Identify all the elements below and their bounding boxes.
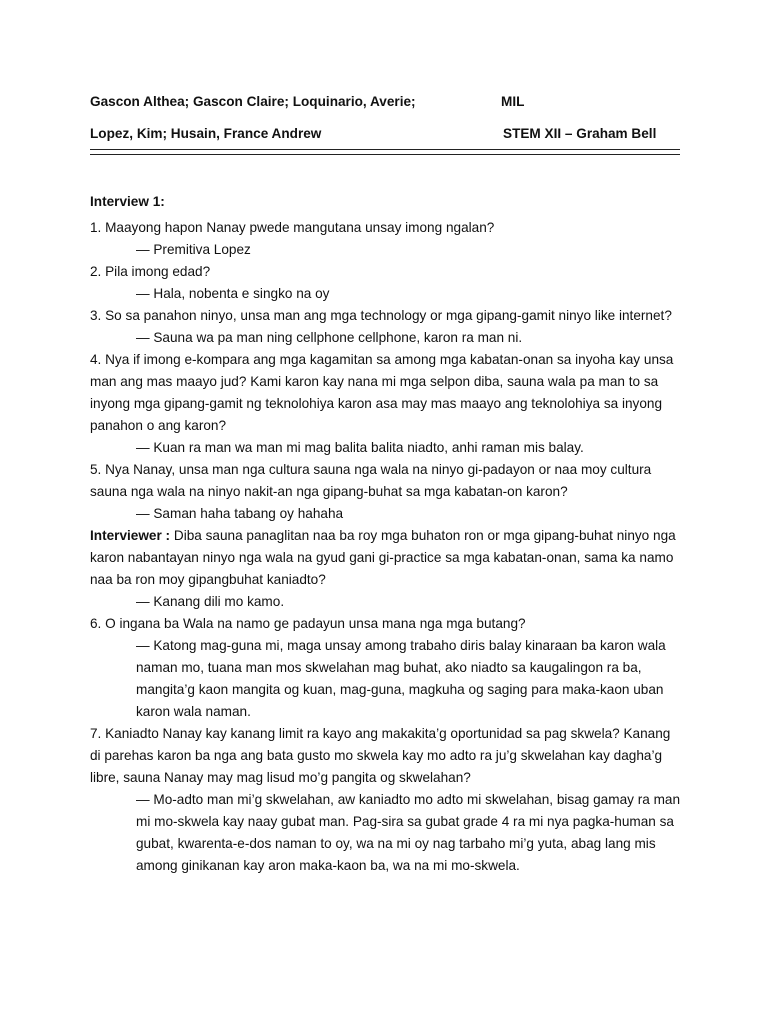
question-7: 7. Kaniadto Nanay kay kanang limit ra kayo ang makakita’g oportunidad sa pag skwela? Kanang di parehas karon ba nga ang bata gusto mo skwela kay mo adto ra ju’g skwelahan kay dagha’g libre, sauna Nanay may mag lisud mo’g pangita og skwelahan? xyxy=(90,726,671,785)
question-5: 5. Nya Nanay, unsa man nga cultura sauna nga wala na ninyo gi-padayon or naa moy cultura sauna nga wala na ninyo nakit-an nga gipang-buhat sa mga kabatan-on karon? xyxy=(90,462,652,499)
author-names-line-1: Gascon Althea; Gascon Claire; Loquinario, Averie; xyxy=(90,94,416,109)
question-4: 4. Nya if imong e-kompara ang mga kagamitan sa among mga kabatan-onan sa inyoha kay unsa man ang mas maayo jud? Kami karon kay nana mi mga selpon diba, sauna wala pa man to sa inyong mga gipang-gamit ng teknolohiya karon asa may mas maayo ang teknolohiya sa inyong panahon o ang karon? xyxy=(90,352,674,433)
answer-1: — Premitiva Lopez xyxy=(136,242,251,257)
question-3: 3. So sa panahon ninyo, unsa man ang mga technology or mga gipang-gamit ninyo like internet? xyxy=(90,308,672,323)
question-1: 1. Maayong hapon Nanay pwede mangutana unsay imong ngalan? xyxy=(90,220,495,235)
question-2: 2. Pila imong edad? xyxy=(90,264,211,279)
answer-4: — Kuan ra man wa man mi mag balita balita niadto, anhi raman mis balay. xyxy=(136,440,584,455)
header-row-1 xyxy=(90,92,680,124)
answer-3: — Sauna wa pa man ning cellphone cellphone, karon ra man ni. xyxy=(136,330,523,345)
answer-interviewer: — Kanang dili mo kamo. xyxy=(136,594,285,609)
question-6: 6. O ingana ba Wala na namo ge padayun unsa mana nga mga butang? xyxy=(90,616,526,631)
answer-6: — Katong mag-guna mi, maga unsay among trabaho diris balay kinaraan ba karon wala naman mo, tuana man mos skwelahan mag buhat, ako niadto sa kaugalingon ra ba, mangita’g kaon mangita og kuan, mag-guna, magkuha og saging para maka-kaon uban karon wala naman. xyxy=(136,638,666,719)
interview-body xyxy=(90,191,680,877)
interviewer-question xyxy=(90,525,680,591)
header-divider xyxy=(90,149,680,155)
interview-title: Interview 1: xyxy=(90,194,165,209)
interviewer-label: Interviewer : xyxy=(90,528,171,543)
answer-5: — Saman haha tabang oy hahaha xyxy=(136,506,344,521)
section-label: STEM XII – Graham Bell xyxy=(503,126,657,141)
answer-2: — Hala, nobenta e singko na oy xyxy=(136,286,330,301)
answer-7: — Mo-adto man mi’g skwelahan, aw kaniadto mo adto mi skwelahan, bisag gamay ra man mi mo-skwela kay naay gubat man. Pag-sira sa gubat grade 4 ra mi nya pagka-human sa gubat, kwarenta-e-dos naman to oy, wa na mi oy nag tarbaho mi’g yuta, abag lang mis among ginikanan kay aron maka-kaon ba, wa na mi mo-skwela. xyxy=(136,792,681,873)
author-names-line-2: Lopez, Kim; Husain, France Andrew xyxy=(90,126,322,141)
interviewer-text: Diba sauna panaglitan naa ba roy mga buhaton ron or mga gipang-buhat ninyo nga karon nabantayan ninyo nga wala na gyud gani gi-practice sa mga kabatan-onan, sama ka namo naa ba ron moy gipangbuhat kaniadto? xyxy=(90,528,676,587)
subject-label: MIL xyxy=(501,94,525,109)
document-header xyxy=(90,92,680,156)
